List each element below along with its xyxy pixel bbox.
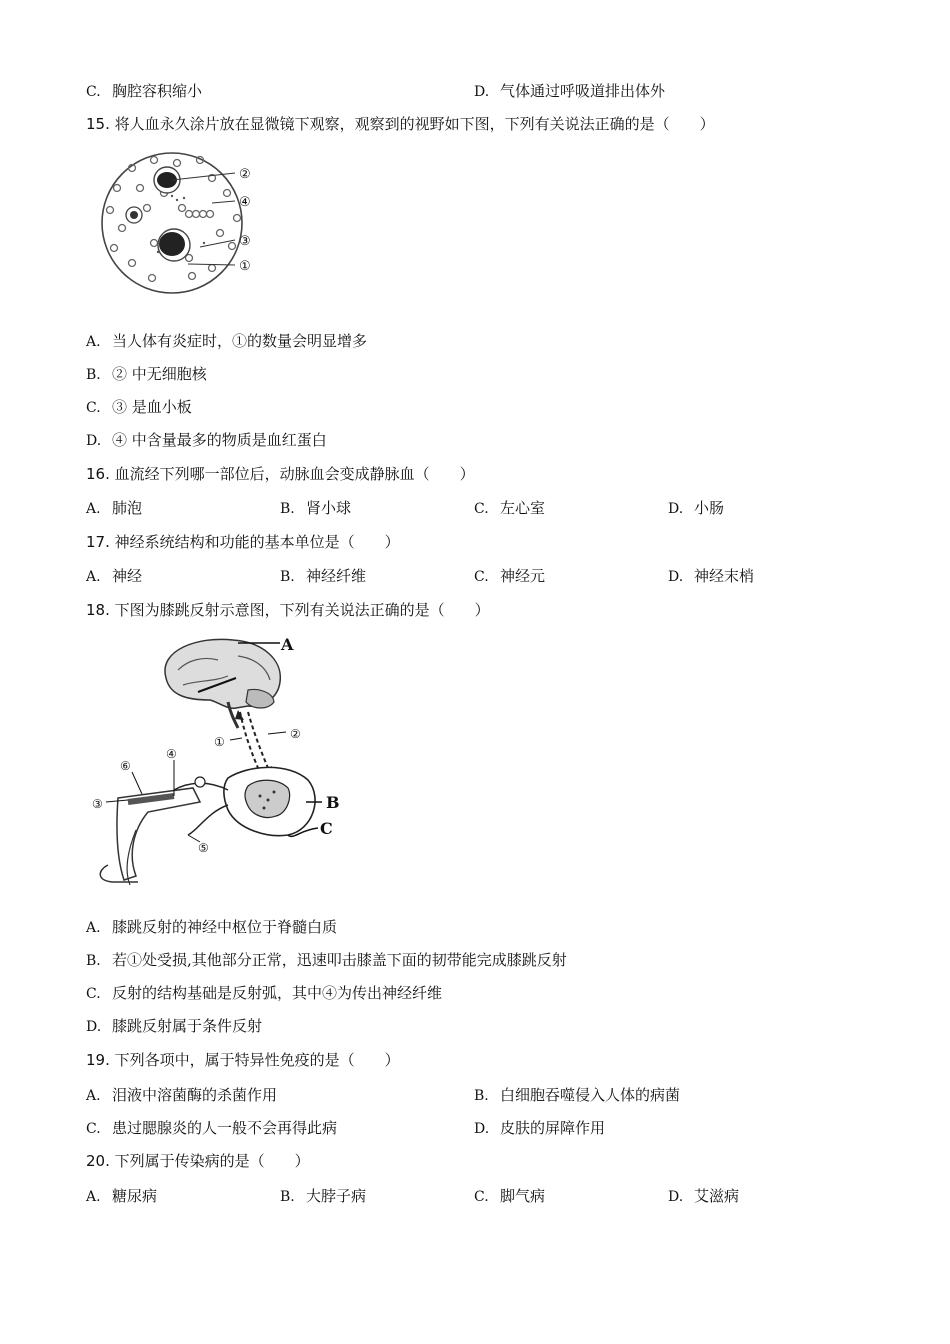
white-blood-cell-small [126, 207, 142, 223]
brain-drawing [165, 639, 280, 728]
q17-option-d: D. 神经末梢 [668, 567, 755, 585]
label-A: A [281, 635, 294, 654]
label-4: ④ [239, 195, 251, 210]
question-18-stem: 18. 下图为膝跳反射示意图，下列有关说法正确的是（ ） [86, 601, 490, 619]
option-d: D. 气体通过呼吸道排出体外 [474, 82, 666, 100]
q16-option-c: C. 左心室 [474, 499, 546, 517]
q15-option-a: A. 当人体有炎症时，①的数量会明显增多 [86, 332, 368, 350]
knee-reflex-figure [88, 630, 358, 892]
label-5: ⑤ [198, 841, 209, 855]
q20-option-a: A. 糖尿病 [86, 1187, 158, 1205]
q19-option-c: C. 患过腮腺炎的人一般不会再得此病 [86, 1119, 338, 1137]
white-blood-cell-large [158, 229, 190, 261]
q16-option-d: D. 小肠 [668, 499, 725, 517]
blood-smear-figure [92, 148, 277, 298]
question-15-stem: 15. 将人血永久涂片放在显微镜下观察，观察到的视野如下图，下列有关说法正确的是（ ） [86, 115, 715, 133]
q17-option-a: A. 神经 [86, 567, 143, 585]
label-4: ④ [166, 747, 177, 761]
label-1: ① [239, 259, 251, 274]
q19-option-a: A. 泪液中溶菌酶的杀菌作用 [86, 1086, 278, 1104]
label-3: ③ [239, 234, 251, 249]
label-3: ③ [92, 797, 103, 811]
q20-option-b: B. 大脖子病 [280, 1187, 367, 1205]
question-20-stem: 20. 下列属于传染病的是（ ） [86, 1152, 310, 1170]
option-c: C. 胸腔容积缩小 [86, 82, 203, 100]
label-6: ⑥ [120, 759, 131, 773]
spinal-cord-section [224, 767, 315, 835]
q15-option-b: B. ② 中无细胞核 [86, 365, 207, 383]
q18-option-d: D. 膝跳反射属于条件反射 [86, 1017, 263, 1035]
q15-option-d: D. ④ 中含量最多的物质是血红蛋白 [86, 431, 327, 449]
label-C: C [320, 819, 333, 838]
q18-option-c: C. 反射的结构基础是反射弧，其中④为传出神经纤维 [86, 984, 443, 1002]
q18-option-b: B. 若①处受损,其他部分正常，迅速叩击膝盖下面的韧带能完成膝跳反射 [86, 951, 567, 969]
leg-drawing [100, 788, 200, 885]
question-16-stem: 16. 血流经下列哪一部位后，动脉血会变成静脉血（ ） [86, 465, 475, 483]
q16-option-a: A. 肺泡 [86, 499, 143, 517]
q19-option-d: D. 皮肤的屏障作用 [474, 1119, 606, 1137]
q19-option-b: B. 白细胞吞噬侵入人体的病菌 [474, 1086, 681, 1104]
question-17-stem: 17. 神经系统结构和功能的基本单位是（ ） [86, 533, 400, 551]
label-B: B [326, 793, 340, 812]
q15-option-c: C. ③ 是血小板 [86, 398, 192, 416]
question-19-stem: 19. 下列各项中，属于特异性免疫的是（ ） [86, 1051, 400, 1069]
label-2: ② [239, 167, 251, 182]
q20-option-d: D. 艾滋病 [668, 1187, 740, 1205]
label-2: ② [290, 727, 301, 741]
q18-option-a: A. 膝跳反射的神经中枢位于脊髓白质 [86, 918, 338, 936]
q17-option-b: B. 神经纤维 [280, 567, 367, 585]
q16-option-b: B. 肾小球 [280, 499, 352, 517]
q20-option-c: C. 脚气病 [474, 1187, 546, 1205]
label-1: ① [214, 735, 225, 749]
q17-option-c: C. 神经元 [474, 567, 546, 585]
